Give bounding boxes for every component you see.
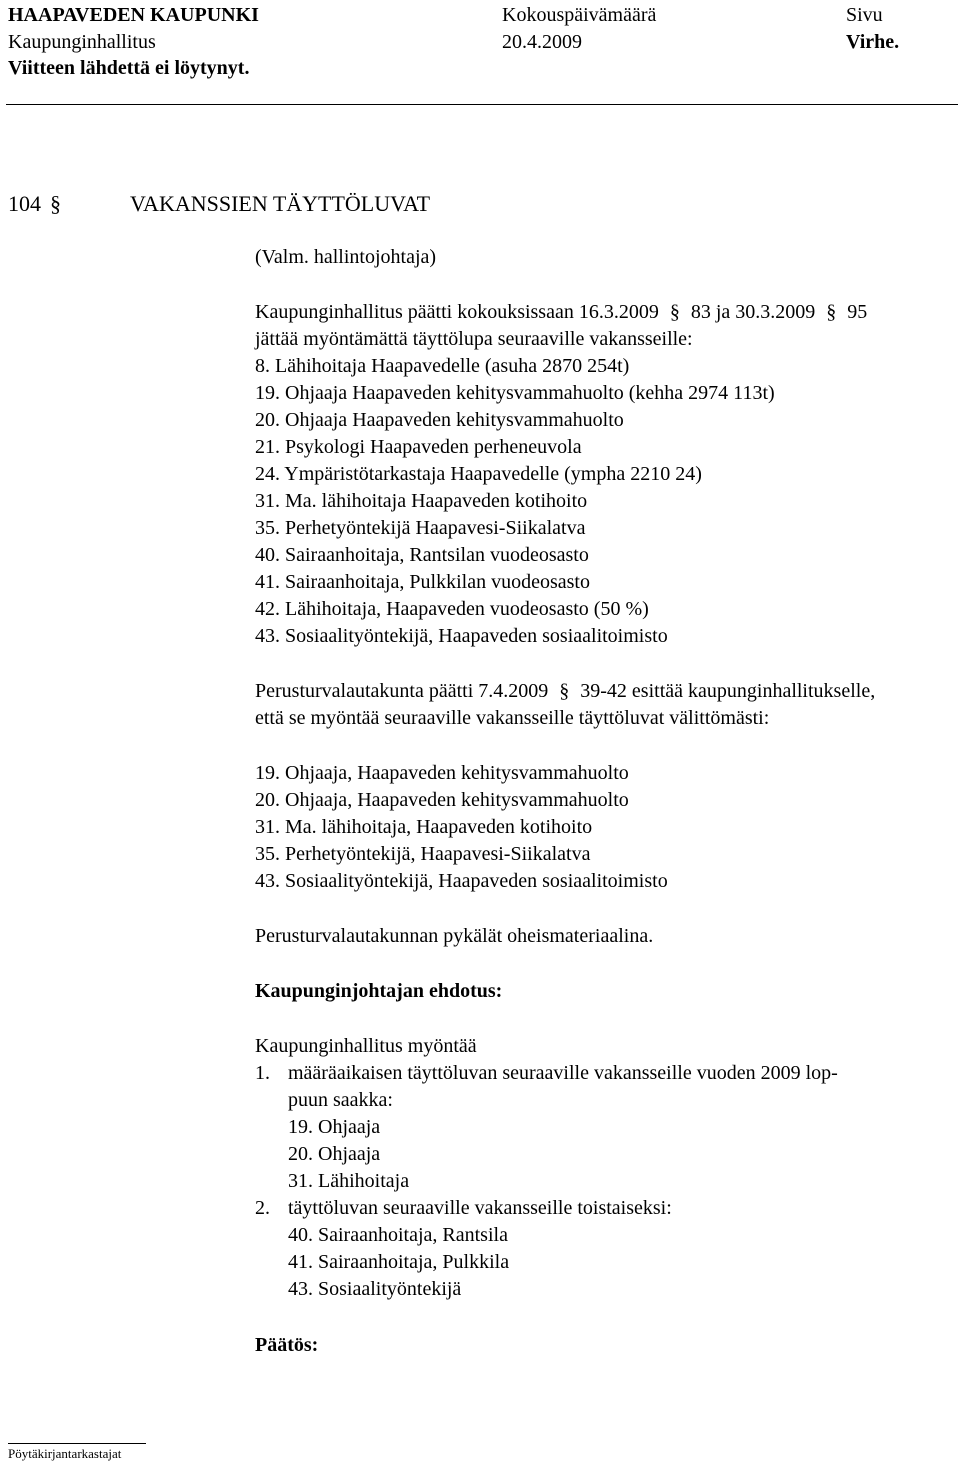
section-sign: § xyxy=(50,191,61,216)
list-item: 35. Perhetyöntekijä, Haapavesi-Siikalatva xyxy=(255,843,591,865)
intro-line1 xyxy=(255,300,867,324)
list-item: 43. Sosiaalityöntekijä, Haapaveden sosiaalitoimisto xyxy=(255,870,668,892)
intro-sign-a: § xyxy=(669,301,680,323)
list-item: 24. Ympäristötarkastaja Haapavedelle (ympha 2210 24) xyxy=(255,463,702,485)
section-title: VAKANSSIEN TÄYTTÖLUVAT xyxy=(130,191,431,216)
list-item: 20. Ohjaaja Haapaveden kehitysvammahuolto xyxy=(255,409,624,431)
board-sign: § xyxy=(559,680,570,702)
list-item: 41. Sairaanhoitaja, Pulkkilan vuodeosasto xyxy=(255,571,590,593)
section-number: 104 xyxy=(8,191,41,216)
list-item: 20. Ohjaaja xyxy=(288,1143,381,1165)
list-item: 40. Sairaanhoitaja, Rantsilan vuodeosasto xyxy=(255,544,589,566)
intro-part-c: 95 xyxy=(847,301,868,323)
preparer-note: (Valm. hallintojohtaja) xyxy=(255,246,437,268)
list-item: 43. Sosiaalityöntekijä, Haapaveden sosiaalitoimisto xyxy=(255,625,668,647)
decision-heading: Päätös: xyxy=(255,1334,319,1356)
proposal-item2-number: 2. xyxy=(255,1197,270,1219)
list-item: 41. Sairaanhoitaja, Pulkkila xyxy=(288,1251,510,1273)
header-page-value: Virhe. xyxy=(846,31,900,53)
board-line1 xyxy=(255,679,875,703)
proposal-item1-line2: puun saakka: xyxy=(288,1089,393,1111)
header-date-label: Kokouspäivämäärä xyxy=(502,4,657,26)
header-body: Kaupunginhallitus xyxy=(8,31,156,53)
list-item: 21. Psykologi Haapaveden perheneuvola xyxy=(255,436,582,458)
board-part-b: 39-42 esittää kaupunginhallitukselle, xyxy=(580,680,876,702)
list-item: 20. Ohjaaja, Haapaveden kehitysvammahuolto xyxy=(255,789,629,811)
header-page-label: Sivu xyxy=(846,4,883,26)
footer-signers-label: Pöytäkirjantarkastajat xyxy=(8,1446,122,1461)
proposal-lead: Kaupunginhallitus myöntää xyxy=(255,1035,477,1057)
header-date: 20.4.2009 xyxy=(502,31,582,53)
proposal-heading: Kaupunginjohtajan ehdotus: xyxy=(255,980,503,1002)
list-item: 31. Ma. lähihoitaja Haapaveden kotihoito xyxy=(255,490,588,512)
list-item: 42. Lähihoitaja, Haapaveden vuodeosasto (50 %) xyxy=(255,598,649,620)
signature-line xyxy=(8,1443,146,1444)
list-item: 19. Ohjaaja, Haapaveden kehitysvammahuolto xyxy=(255,762,629,784)
list-item: 31. Lähihoitaja xyxy=(288,1170,410,1192)
header-error-text: Viitteen lähdettä ei löytynyt. xyxy=(8,57,250,79)
list-item: 8. Lähihoitaja Haapavedelle (asuha 2870 254t) xyxy=(255,355,630,377)
proposal-item1-line1: määräaikaisen täyttöluvan seuraaville vakansseille vuoden 2009 lop- xyxy=(288,1062,838,1084)
list-item: 19. Ohjaaja xyxy=(288,1116,381,1138)
list-item: 43. Sosiaalityöntekijä xyxy=(288,1278,462,1300)
intro-part-a: Kaupunginhallitus päätti kokouksissaan 16.3.2009 xyxy=(255,301,659,323)
list-item: 35. Perhetyöntekijä Haapavesi-Siikalatva xyxy=(255,517,586,539)
intro-sign-b: § xyxy=(826,301,837,323)
proposal-item2-line1: täyttöluvan seuraaville vakansseille toistaiseksi: xyxy=(288,1197,672,1219)
list-item: 31. Ma. lähihoitaja, Haapaveden kotihoito xyxy=(255,816,593,838)
list-item: 19. Ohjaaja Haapaveden kehitysvammahuolto (kehha 2974 113t) xyxy=(255,382,775,404)
header-divider xyxy=(6,104,958,105)
proposal-item1-number: 1. xyxy=(255,1062,270,1084)
list-item: 40. Sairaanhoitaja, Rantsila xyxy=(288,1224,508,1246)
intro-part-b: 83 ja 30.3.2009 xyxy=(690,301,816,323)
intro-line2: jättää myöntämättä täyttölupa seuraaville vakansseille: xyxy=(255,328,693,350)
board-part-a: Perusturvalautakunta päätti 7.4.2009 xyxy=(255,680,549,702)
attachment-note: Perusturvalautakunnan pykälät oheismateriaalina. xyxy=(255,925,654,947)
header-org: HAAPAVEDEN KAUPUNKI xyxy=(8,4,259,26)
board-line2: että se myöntää seuraaville vakansseille täyttöluvat välittömästi: xyxy=(255,707,770,729)
